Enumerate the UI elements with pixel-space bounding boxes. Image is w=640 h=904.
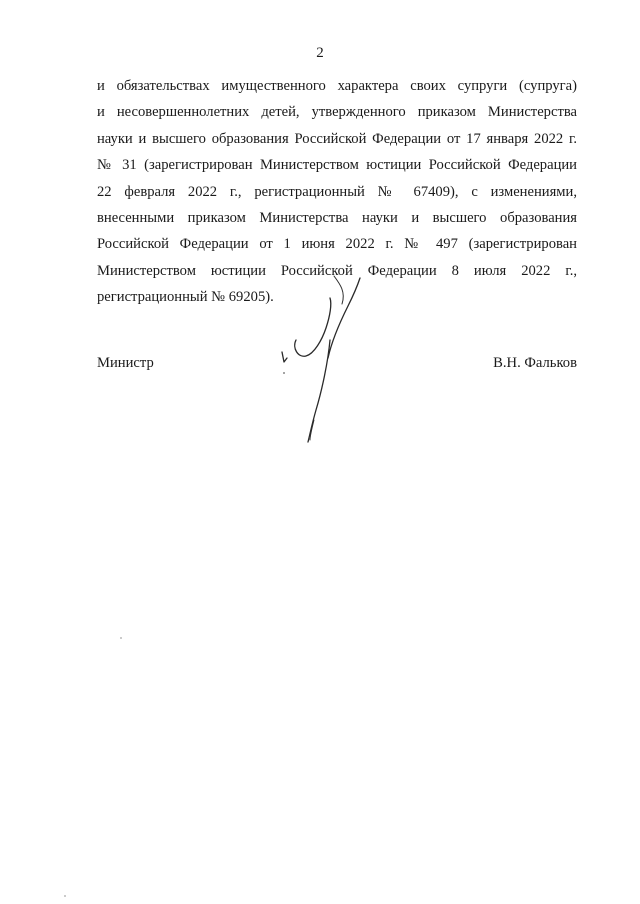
body-line: внесенными приказом Министерства науки и высшего образования — [97, 210, 577, 227]
body-line: и несовершеннолетних детей, утвержденного приказом Министерства — [97, 104, 577, 121]
scan-speck — [120, 637, 122, 639]
scan-speck — [64, 895, 66, 897]
body-line: регистрационный № 69205). — [97, 289, 274, 306]
body-line: 22 февраля 2022 г., регистрационный № 67409), с изменениями, — [97, 183, 577, 200]
signer-position: Министр — [97, 355, 154, 371]
body-line: Российской Федерации от 1 июня 2022 г. № 497 (зарегистрирован — [97, 236, 577, 253]
body-line: и обязательствах имущественного характера своих супруги (супруга) — [97, 78, 577, 94]
body-line: науки и высшего образования Российской Федерации от 17 января 2022 г. — [97, 130, 577, 147]
handwritten-signature — [270, 270, 380, 450]
body-line: Министерством юстиции Российской Федерации 8 июля 2022 г., — [97, 262, 577, 279]
scan-speck — [283, 372, 285, 374]
page-number: 2 — [316, 45, 324, 61]
body-line: № 31 (зарегистрирован Министерством юстиции Российской Федерации — [97, 157, 577, 174]
signer-name: В.Н. Фальков — [493, 355, 577, 371]
